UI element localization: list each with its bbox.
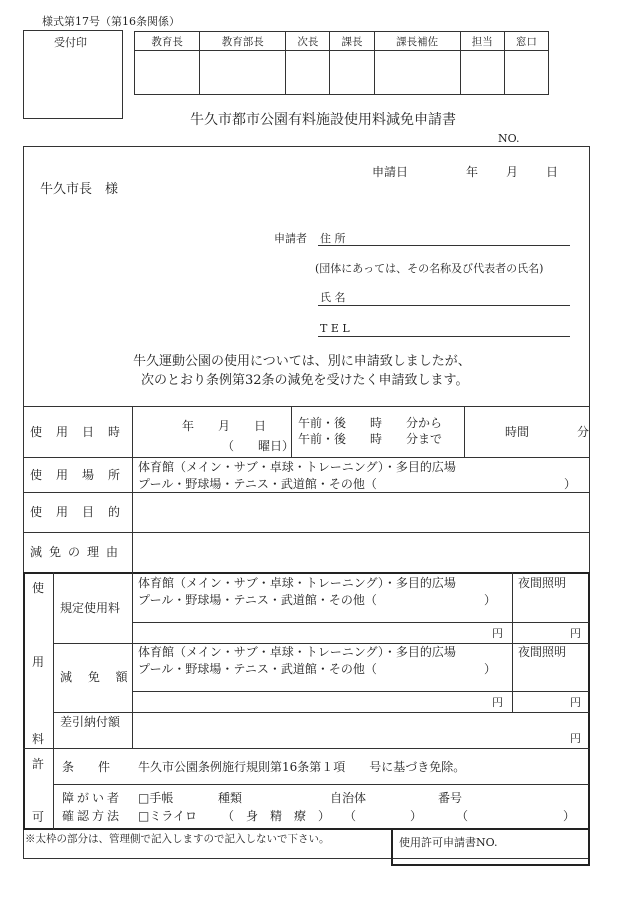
regular-facilities-close: ） [484, 593, 497, 607]
usage-place-line-2[interactable]: プール・野球場・テニス・武道館・その他（ [138, 477, 377, 491]
approval-col: 課長 [330, 32, 374, 51]
divider [23, 457, 590, 458]
regular-yen: 円 [492, 627, 503, 640]
divider [53, 572, 54, 830]
divider [133, 691, 589, 692]
condition-text: 牛久市公園条例施行規則第16条第１項 号に基づき免除。 [138, 760, 466, 774]
divider [132, 572, 133, 748]
approval-table [134, 31, 549, 95]
number-label: 番号 [438, 791, 463, 805]
net-payment-label: 差引納付額 [60, 715, 121, 729]
permit-no-label: 使用許可申請書NO. [399, 836, 498, 849]
divider [23, 748, 590, 749]
approval-cell[interactable] [200, 51, 286, 95]
addressee: 牛久市長 様 [40, 182, 119, 197]
kind-label: 種類 [218, 791, 243, 805]
approval-col: 教育部長 [200, 32, 286, 51]
reception-stamp-box [23, 30, 123, 119]
divider [53, 784, 589, 785]
reduction-amount-label: 減 免 額 [60, 670, 134, 684]
regular-facilities-line-1[interactable]: 体育館（メイン・サブ・卓球・トレーニング）・多目的広場 [138, 576, 456, 590]
approval-cell[interactable] [374, 51, 460, 95]
reduction-yen: 円 [492, 696, 503, 709]
divider [23, 406, 590, 407]
name-label: 氏 名 [320, 291, 346, 304]
group-note: (団体にあっては、その名称及び代表者の氏名) [315, 262, 544, 275]
date-day: 日 [546, 165, 559, 179]
reduction-reason-field[interactable] [133, 533, 589, 572]
tel-label: T E L [320, 322, 350, 335]
reduction-facilities-line-1[interactable]: 体育館（メイン・サブ・卓球・トレーニング）・多目的広場 [138, 645, 456, 659]
page-title: 牛久市都市公園有料施設使用料減免申請書 [190, 112, 456, 128]
date-label: 申請日 [372, 165, 409, 179]
approval-cell[interactable] [460, 51, 504, 95]
fee-side-1: 使 [32, 581, 45, 595]
form-number: 様式第17号（第16条関係） [42, 15, 180, 28]
usage-purpose-field[interactable] [133, 493, 589, 531]
applicant-label: 申請者 [274, 232, 307, 245]
usage-place-line-1[interactable]: 体育館（メイン・サブ・卓球・トレーニング）・多目的広場 [138, 460, 456, 474]
regular-fee-label: 規定使用料 [60, 601, 121, 615]
approval-col: 担当 [460, 32, 504, 51]
statement-line-2: 次のとおり条例第32条の減免を受けたく申請致します。 [141, 373, 469, 388]
no-label: NO. [498, 132, 520, 145]
usage-time-to[interactable]: 午前・後 時 分まで [298, 432, 443, 446]
usage-date-weekday[interactable]: （ 曜日） [222, 439, 295, 453]
usage-place-close: ） [564, 477, 577, 491]
municipality-label: 自治体 [330, 791, 367, 805]
date-month: 月 [506, 165, 519, 179]
disability-type-options[interactable]: （ 身 精 療 ） [222, 809, 331, 823]
reduction-facilities-close: ） [484, 662, 497, 676]
approval-cell[interactable] [135, 51, 200, 95]
address-line[interactable] [318, 245, 570, 246]
approval-cell[interactable] [504, 51, 548, 95]
number-close: ） [563, 809, 576, 823]
mirairo-checkbox[interactable]: □ミライロ [138, 809, 197, 823]
stamp-label: 受付印 [54, 36, 87, 49]
regular-night-yen: 円 [570, 627, 581, 640]
divider [464, 406, 465, 457]
permit-side-1: 許 [32, 757, 45, 771]
techo-checkbox[interactable]: □手帳 [138, 791, 174, 805]
usage-date-ymd[interactable]: 年 月 日 [182, 419, 267, 433]
fee-side-2: 用 [32, 655, 45, 669]
fee-side-3: 料 [32, 732, 45, 746]
usage-purpose-label: 使用目的 [30, 505, 135, 519]
divider [133, 622, 589, 623]
approval-col: 課長補佐 [374, 32, 460, 51]
reduction-night-yen: 円 [570, 696, 581, 709]
approval-col: 次長 [286, 32, 330, 51]
date-year: 年 [466, 165, 479, 179]
net-payment-yen: 円 [570, 732, 581, 745]
usage-place-label: 使用場所 [30, 468, 135, 482]
footnote: ※太枠の部分は、管理側で記入しますので記入しないで下さい。 [25, 833, 330, 845]
reduction-night-label: 夜間照明 [518, 645, 567, 659]
disability-label-1: 障がい者 [62, 791, 123, 805]
approval-cell[interactable] [330, 51, 374, 95]
tel-line[interactable] [318, 336, 570, 337]
approval-cell[interactable] [286, 51, 330, 95]
approval-col: 教育長 [135, 32, 200, 51]
disability-label-2: 確認方法 [62, 809, 123, 823]
name-line[interactable] [318, 305, 570, 306]
divider [53, 712, 589, 713]
permit-side-2: 可 [32, 810, 45, 824]
condition-label: 条 件 [62, 760, 111, 774]
reduction-facilities-line-2[interactable]: プール・野球場・テニス・武道館・その他（ [138, 662, 377, 676]
municipality-open: （ [344, 809, 357, 823]
permit-no-box[interactable] [391, 828, 590, 866]
statement-line-1: 牛久運動公園の使用については、別に申請致しましたが、 [133, 354, 471, 369]
usage-date-label: 使用日時 [30, 425, 135, 439]
usage-hours[interactable]: 時間 分 [505, 425, 590, 439]
regular-facilities-line-2[interactable]: プール・野球場・テニス・武道館・その他（ [138, 593, 377, 607]
regular-night-label: 夜間照明 [518, 576, 567, 590]
number-open: （ [456, 809, 469, 823]
usage-time-from[interactable]: 午前・後 時 分から [298, 416, 443, 430]
municipality-close: ） [410, 809, 423, 823]
reduction-reason-label: 減免の理由 [30, 545, 126, 559]
address-label: 住 所 [320, 232, 346, 245]
approval-col: 窓口 [504, 32, 548, 51]
divider [53, 643, 589, 644]
